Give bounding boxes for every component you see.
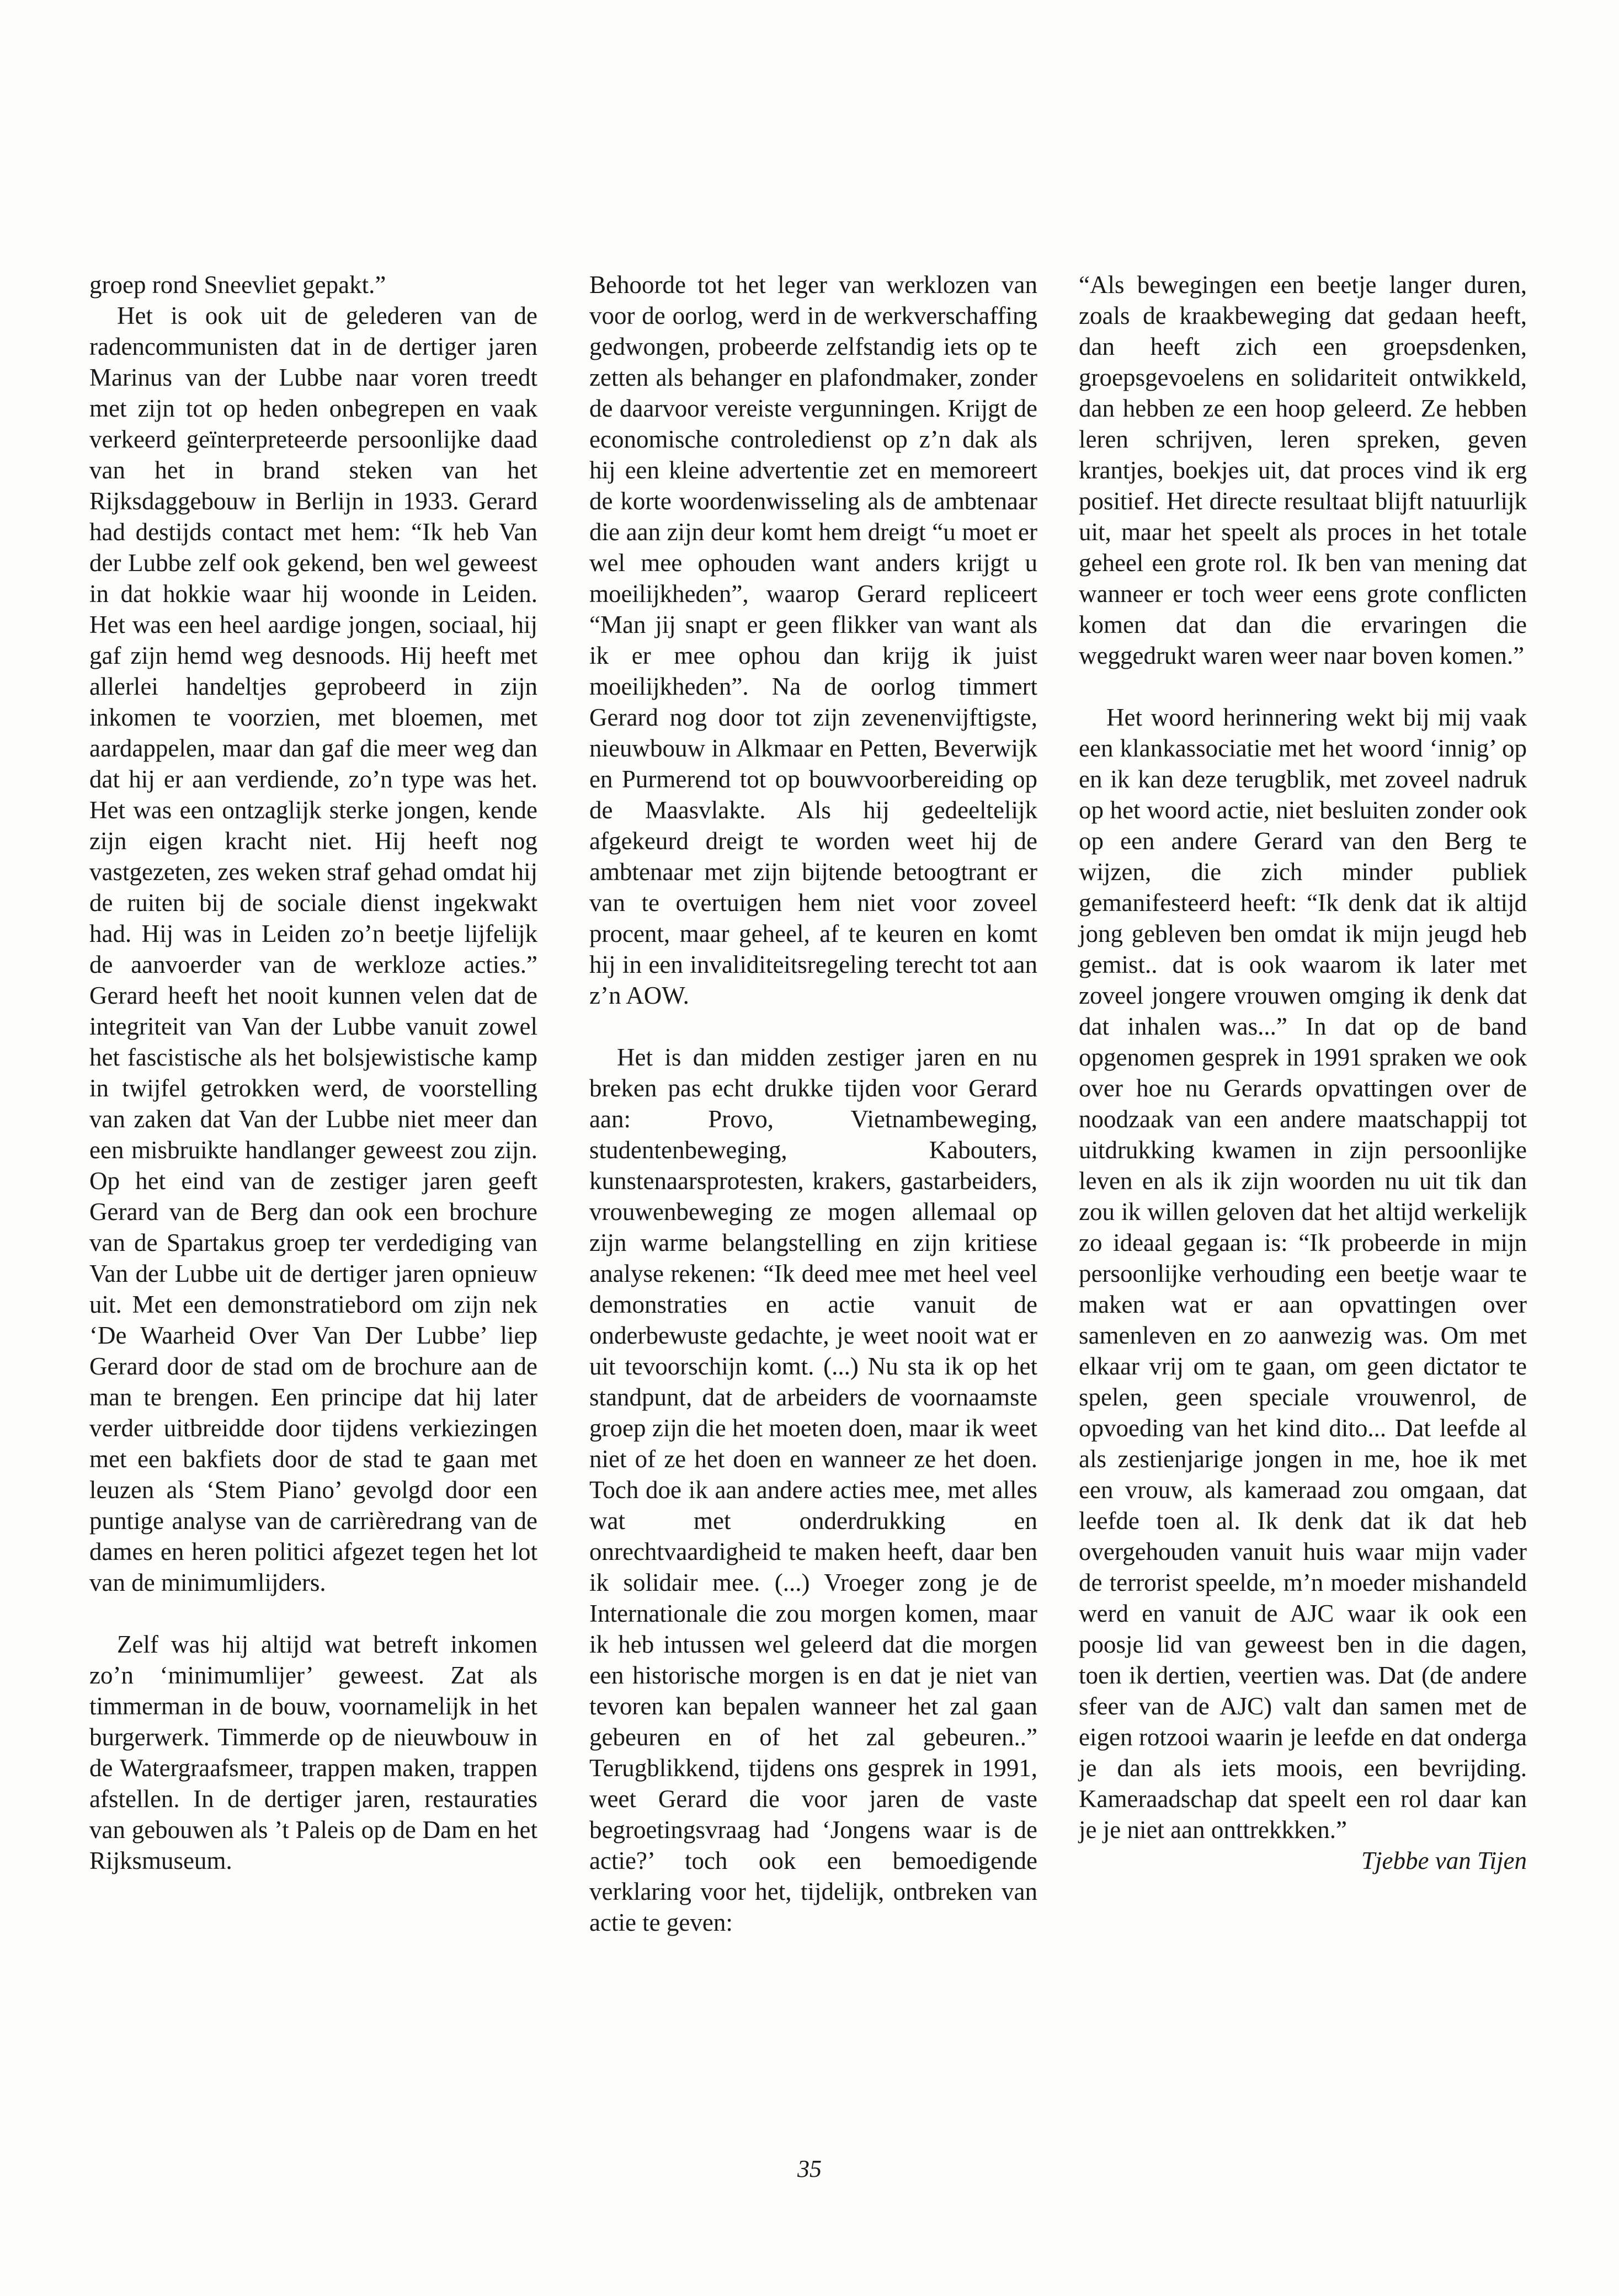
text-column-3 [1079, 269, 1527, 1876]
paragraph: Het is ook uit de gelederen van de radencommunisten dat in de dertiger jaren Marinus van der Lubbe naar voren treedt met zijn tot op heden onbegrepen en vaak verkeerd geïnterpreteerde persoonlijke daad van het in brand steken van het Rijksdaggebouw in Berlijn in 1933. Gerard had destijds contact met hem: “Ik heb Van der Lubbe zelf ook gekend, ben wel geweest in dat hokkie waar hij woonde in Leiden. Het was een heel aardige jongen, sociaal, hij gaf zijn hemd weg desnoods. Hij heeft met allerlei handeltjes geprobeerd in zijn inkomen te voorzien, met bloemen, met aardappelen, maar dan gaf die meer weg dan dat hij er aan verdiende, zo’n type was het. Het was een ontzaglijk sterke jongen, kende zijn eigen kracht niet. Hij heeft nog vastgezeten, zes weken straf gehad omdat hij de ruiten bij de sociale dienst ingekwakt had. Hij was in Leiden zo’n beetje lijfelijk de aanvoerder van de werkloze acties.” Gerard heeft het nooit kunnen velen dat de integriteit van Van der Lubbe vanuit zowel het fascistische als het bolsjewistische kamp in twijfel getrokken werd, de voorstelling van zaken dat Van der Lubbe niet meer dan een misbruikte handlanger geweest zou zijn. Op het eind van de zestiger jaren geeft Gerard van de Berg dan ook een brochure van de Spartakus groep ter verdediging van Van der Lubbe uit de dertiger jaren opnieuw uit. Met een demonstratiebord om zijn nek ‘De Waarheid Over Van Der Lubbe’ liep Gerard door de stad om de brochure aan de man te brengen. Een principe dat hij later verder uitbreidde door tijdens verkiezingen met een bakfiets door de stad te gaan met leuzen als ‘Stem Piano’ gevolgd door een puntige analyse van de carrièredrang van de dames en heren politici afgezet tegen het lot van de minimumlijders. [89, 302, 537, 1596]
paragraph: Zelf was hij altijd wat betreft inkomen zo’n ‘minimumlijer’ geweest. Zat als timmerman in de bouw, voornamelijk in het burgerwerk. Timmerde op de nieuwbouw in de Watergraafsmeer, trappen maken, trappen afstellen. In de dertiger jaren, restauraties van gebouwen als ’t Paleis op de Dam en het Rijksmuseum. [89, 1631, 537, 1874]
page-number: 35 [797, 2155, 822, 2182]
paragraph: Het is dan midden zestiger jaren en nu breken pas echt drukke tijden voor Gerard aan: Provo, Vietnambeweging, studentenbeweging, Kabouters, kunstenaarsprotesten, krakers, gastarbeiders, vrouwenbeweging ze mogen allemaal op zijn warme belangstelling en zijn kritiese analyse rekenen: “Ik deed mee met heel veel demonstraties en actie vanuit de onderbewuste gedachte, je weet nooit wat er uit tevoorschijn komt. (...) Nu sta ik op het standpunt, dat de arbeiders de voornaamste groep zijn die het moeten doen, maar ik weet niet of ze het doen en wanneer ze het doen. Toch doe ik aan andere acties mee, met alles wat met onderdrukking en onrechtvaardigheid te maken heeft, daar ben ik solidair mee. (...) Vroeger zong je de Internationale die zou morgen komen, maar ik heb intussen wel geleerd dat die morgen een historische morgen is en dat je niet van tevoren kan bepalen wanneer het zal gaan gebeuren en of het zal gebeuren..” Terugblikkend, tijdens ons gesprek in 1991, weet Gerard die voor jaren de vaste begroetingsvraag had ‘Jongens waar is de actie?’ toch ook een bemoedigende verklaring voor het, tijdelijk, ontbreken van actie te geven: [589, 1043, 1037, 1936]
paragraph: Het woord herinnering wekt bij mij vaak een klankassociatie met het woord ‘innig’ op en ik kan deze terugblik, met zoveel nadruk op het woord actie, niet besluiten zonder ook op een andere Gerard van den Berg te wijzen, die zich minder publiek gemanifesteerd heeft: “Ik denk dat ik altijd jong gebleven ben omdat ik mijn jeugd heb gemist.. dat is ook waarom ik later met zoveel jongere vrouwen omging ik denk dat dat inhalen was...” In dat op de band opgenomen gesprek in 1991 spraken we ook over hoe nu Gerards opvattingen over de noodzaak van een andere maatschappij tot uitdrukking kwamen in zijn persoonlijke leven en als ik zijn woorden nu uit tik dan zou ik willen geloven dat het altijd werkelijk zo ideaal gegaan is: “Ik probeerde in mijn persoonlijke verhouding een beetje waar te maken wat er aan opvattingen over samenleven en zo aanwezig was. Om met elkaar vrij om te gaan, om geen dictator te spelen, geen speciale vrouwenrol, de opvoeding van het kind dito... Dat leefde al als zestienjarige jongen in me, hoe ik met een vrouw, als kameraad zou omgaan, dat leefde toen al. Ik denk dat ik dat heb overgehouden vanuit huis waar mijn vader de terrorist speelde, m’n moeder mishandeld werd en vanuit de AJC waar ik ook een poosje lid van geweest ben in die dagen, toen ik dertien, veertien was. Dat (de andere sfeer van de AJC) valt dan samen met de eigen rotzooi waarin je leefde en dat onderga je dan als iets moois, een bevrijding. Kameraadschap dat speelt een rol daar kan je je niet aan onttrekkken.” [1079, 704, 1527, 1844]
text-column-1 [89, 269, 537, 1876]
text-column-2 [589, 269, 1037, 1938]
author-signature: Tjebbe van Tijen [1361, 1847, 1527, 1874]
paragraph: groep rond Sneevliet gepakt.” [89, 271, 386, 299]
paragraph: Behoorde tot het leger van werklozen van voor de oorlog, werd in de werkverschaffing gedwongen, probeerde zelfstandig iets op te zetten als behanger en plafondmaker, zonder de daarvoor vereiste vergunningen. Krijgt de economische controledienst op z’n dak als hij een kleine advertentie zet en memoreert de korte woordenwisseling als de ambtenaar die aan zijn deur komt hem dreigt “u moet er wel mee ophouden want anders krijgt u moeilijkheden”, waarop Gerard repliceert “Man jij snapt er geen flikker van want als ik er mee ophou dan krijg ik juist moeilijkheden”. Na de oorlog timmert Gerard nog door tot zijn zevenenvijftigste, nieuwbouw in Alkmaar en Petten, Beverwijk en Purmerend tot op bouwvoorbereiding op de Maasvlakte. Als hij gedeeltelijk afgekeurd dreigt te worden weet hij de ambtenaar met zijn bijtende betoogtrant er van te overtuigen hem niet voor zoveel procent, maar geheel, af te keuren en komt hij in een invaliditeitsregeling terecht tot aan z’n AOW. [589, 271, 1037, 1009]
paragraph: “Als bewegingen een beetje langer duren, zoals de kraakbeweging dat gedaan heeft, dan heeft zich een groepsdenken, groepsgevoelens en solidariteit ontwikkeld, dan hebben ze een hoop geleerd. Ze hebben leren schrijven, leren spreken, geven krantjes, boekjes uit, dat proces vind ik erg positief. Het directe resultaat blijft natuurlijk uit, maar het speelt als proces in het totale geheel een grote rol. Ik ben van mening dat wanneer er toch weer eens grote conflicten komen dat dan die ervaringen die weggedrukt waren weer naar boven komen.” [1079, 271, 1527, 669]
